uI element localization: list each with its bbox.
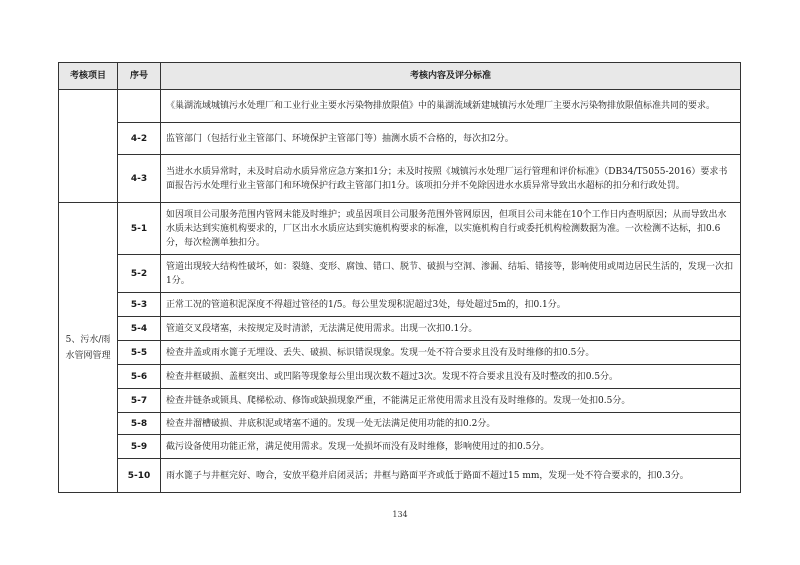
row-text: 检查井框破损、盖框突出、或凹陷等现象每公里出现次数不超过3次。发现不符合要求且没有及时整改的扣0.5分。 bbox=[161, 365, 741, 389]
row-text: 当进水水质异常时，未及时启动水质异常应急方案扣1分；未及时按照《城镇污水处理厂运行管理和评价标准》（DB34/T5055-2016）要求书面报告污水处理行业主管部门和环境保护行政主管部门扣1分。该项扣分并不免除因进水水质异常导致出水超标的扣分和行政处罚。 bbox=[161, 155, 741, 203]
table-row bbox=[59, 365, 741, 389]
row-text: 截污设备使用功能正常，满足使用需求。发现一处损坏而没有及时维修，影响使用过的扣0.5分。 bbox=[161, 435, 741, 459]
category-cell-4 bbox=[59, 90, 118, 203]
row-seq: 5-8 bbox=[118, 413, 161, 435]
table-row bbox=[59, 155, 741, 203]
row-seq: 5-10 bbox=[118, 459, 161, 493]
row-text: 正常工况的管道积泥深度不得超过管径的1/5。每公里发现积泥超过3处，每处超过5m的，扣0.1分。 bbox=[161, 293, 741, 317]
table-row bbox=[59, 255, 741, 293]
row-seq: 5-5 bbox=[118, 341, 161, 365]
table-row bbox=[59, 435, 741, 459]
row-text: 管道出现较大结构性破坏，如：裂缝、变形、腐蚀、错口、脱节、破损与空洞、渗漏、结垢、错接等，影响使用或周边居民生活的，发现一次扣1分。 bbox=[161, 255, 741, 293]
row-seq: 5-3 bbox=[118, 293, 161, 317]
table-row bbox=[59, 123, 741, 155]
row-seq: 5-9 bbox=[118, 435, 161, 459]
row-text: 检查井溜槽破损、井底积泥或堵塞不通的。发现一处无法满足使用功能的扣0.2分。 bbox=[161, 413, 741, 435]
row-seq: 5-1 bbox=[118, 203, 161, 255]
row-text: 检查井链条或锁具、爬梯松动、修饰或缺损现象严重，不能满足正常使用需求且没有及时维修的。发现一处扣0.5分。 bbox=[161, 389, 741, 413]
page-number: 134 bbox=[392, 510, 408, 519]
row-text: 雨水篦子与井框完好、吻合，安放平稳并启闭灵活；井框与路面平齐或低于路面不超过15 mm，发现一处不符合要求的，扣0.3分。 bbox=[161, 459, 741, 493]
row-text: 检查井盖或雨水篦子无埋设、丢失、破损、标识错误现象。发现一处不符合要求且没有及时维修的扣0.5分。 bbox=[161, 341, 741, 365]
row-seq: 5-7 bbox=[118, 389, 161, 413]
table-row bbox=[59, 317, 741, 341]
row-seq: 5-4 bbox=[118, 317, 161, 341]
assessment-table bbox=[58, 62, 741, 493]
row-text: 如因项目公司服务范围内管网未能及时维护；或虽因项目公司服务范围外管网原因，但项目公司未能在10个工作日内查明原因；从而导致出水水质未达到实施机构要求的，厂区出水水质应达到实施机构要求的标准，以实施机构自行或委托机构检测数据为准。一次检测不达标，扣0.6分，每次检测单独扣分。 bbox=[161, 203, 741, 255]
row-seq: 5-2 bbox=[118, 255, 161, 293]
header-seq: 序号 bbox=[118, 63, 161, 90]
row-text: 《巢湖流域城镇污水处理厂和工业行业主要水污染物排放限值》中的巢湖流域新建城镇污水处理厂主要水污染物排放限值标准共同的要求。 bbox=[161, 90, 741, 123]
row-seq bbox=[118, 90, 161, 123]
row-seq: 5-6 bbox=[118, 365, 161, 389]
table-row bbox=[59, 203, 741, 255]
category-cell-5: 5、污水/雨水管网管理 bbox=[59, 203, 118, 493]
table-header-row bbox=[59, 63, 741, 90]
table-row bbox=[59, 90, 741, 123]
table-row bbox=[59, 293, 741, 317]
row-seq: 4-2 bbox=[118, 123, 161, 155]
table-row bbox=[59, 413, 741, 435]
header-item: 考核项目 bbox=[59, 63, 118, 90]
header-content: 考核内容及评分标准 bbox=[161, 63, 741, 90]
row-seq: 4-3 bbox=[118, 155, 161, 203]
table-row bbox=[59, 459, 741, 493]
table-row bbox=[59, 389, 741, 413]
row-text: 管道交叉段堵塞，未按规定及时清淤，无法满足使用需求。出现一次扣0.1分。 bbox=[161, 317, 741, 341]
table-row bbox=[59, 341, 741, 365]
row-text: 监管部门（包括行业主管部门、环境保护主管部门等）抽测水质不合格的，每次扣2分。 bbox=[161, 123, 741, 155]
